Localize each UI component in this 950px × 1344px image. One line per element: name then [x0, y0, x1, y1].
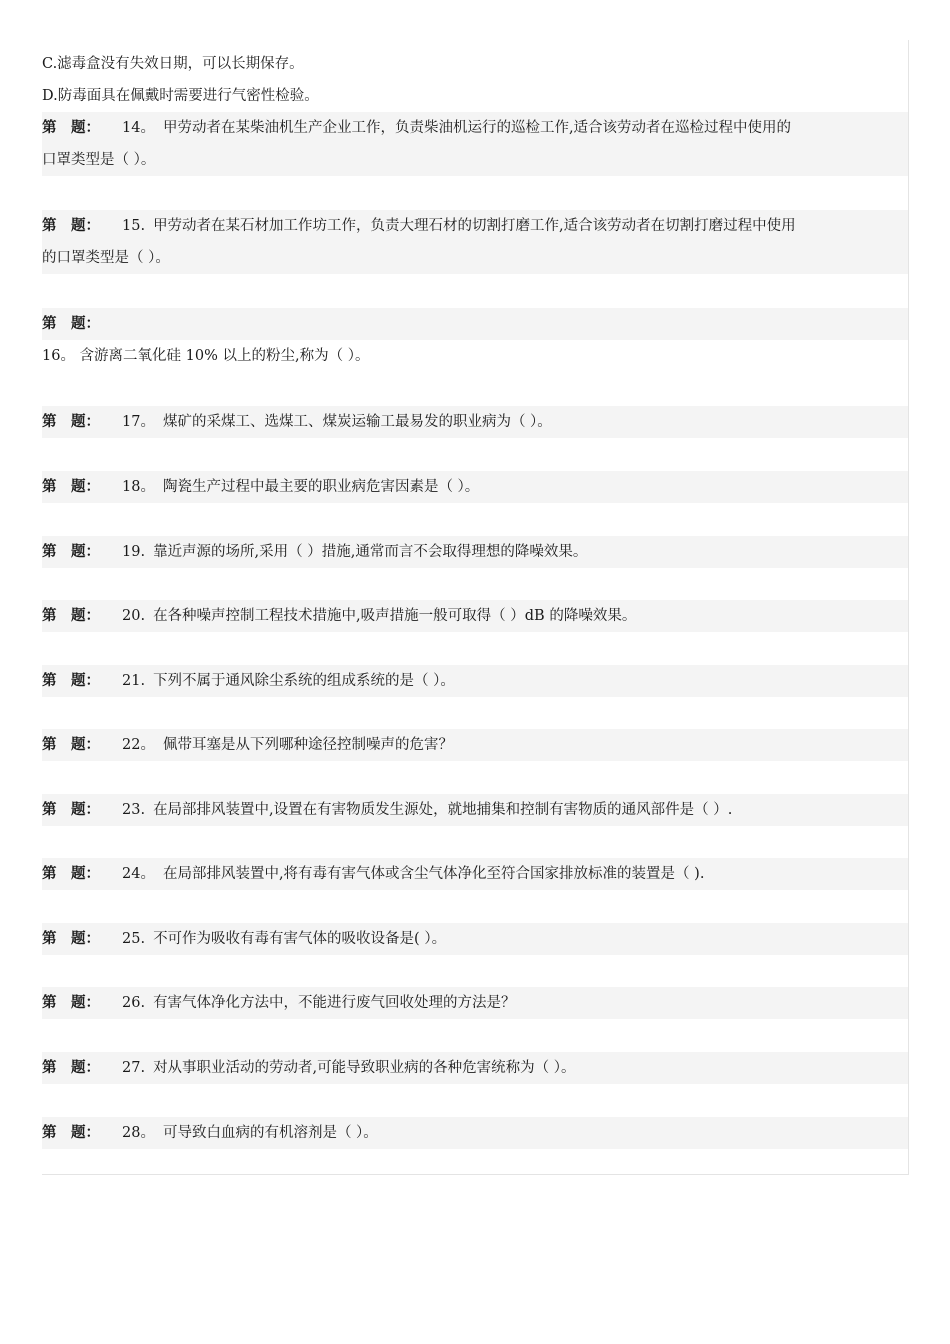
question-label: 第 题：	[42, 1125, 100, 1141]
question-text: 在各种噪声控制工程技术措施中,吸声措施一般可取得（ ）dB 的降噪效果。	[153, 608, 637, 624]
question-header	[42, 729, 908, 761]
document-page	[42, 40, 909, 1175]
text-line	[42, 48, 908, 80]
question-label: 第 题：	[42, 608, 100, 624]
question-text: 有害气体净化方法中，不能进行废气回收处理的方法是？	[153, 995, 516, 1011]
question-label: 第 题：	[42, 316, 100, 332]
question-number: 15.	[122, 218, 146, 234]
question-number: 27.	[122, 1060, 146, 1076]
question-number: 25.	[122, 931, 146, 947]
question-text: 的口罩类型是（ ）。	[42, 250, 170, 266]
question-label: 第 题：	[42, 737, 100, 753]
question-number: 18。	[122, 479, 155, 495]
question-header	[42, 471, 908, 503]
question-label: 第 题：	[42, 544, 100, 560]
question-header	[42, 665, 908, 697]
question-continuation	[42, 340, 908, 372]
question-label: 第 题：	[42, 673, 100, 689]
question-text: 不可作为吸收有毒有害气体的吸收设备是( ）。	[153, 931, 447, 947]
question-number: 20.	[122, 608, 146, 624]
question-number: 14。	[122, 120, 155, 136]
line-text: D.防毒面具在佩戴时需要进行气密性检验。	[42, 88, 319, 104]
question-header	[42, 112, 908, 144]
question-text: 16。 含游离二氧化硅 10% 以上的粉尘,称为（ ）。	[42, 348, 370, 364]
question-header	[42, 308, 908, 340]
question-label: 第 题：	[42, 802, 100, 818]
question-text: 靠近声源的场所,采用（ ）措施,通常而言不会取得理想的降噪效果。	[153, 544, 588, 560]
question-text: 甲劳动者在某石材加工作坊工作，负责大理石材的切割打磨工作,适合该劳动者在切割打磨过程中使用	[153, 218, 796, 234]
text-line	[42, 80, 908, 112]
question-text: 下列不属于通风除尘系统的组成系统的是（ ）。	[153, 673, 455, 689]
question-label: 第 题：	[42, 120, 100, 136]
question-header	[42, 210, 908, 242]
question-number: 17。	[122, 414, 155, 430]
question-header	[42, 600, 908, 632]
question-header	[42, 536, 908, 568]
question-text: 佩带耳塞是从下列哪种途径控制噪声的危害？	[162, 737, 453, 753]
question-number: 22。	[122, 737, 155, 753]
question-number: 28。	[122, 1125, 155, 1141]
question-label: 第 题：	[42, 866, 100, 882]
question-label: 第 题：	[42, 1060, 100, 1076]
question-label: 第 题：	[42, 995, 100, 1011]
question-header	[42, 858, 908, 890]
question-text: 在局部排风装置中,将有毒有害气体或含尘气体净化至符合国家排放标准的装置是（ ).	[162, 866, 705, 882]
question-header	[42, 1117, 908, 1149]
question-number: 26.	[122, 995, 146, 1011]
question-label: 第 题：	[42, 414, 100, 430]
question-header	[42, 406, 908, 438]
question-number: 21.	[122, 673, 146, 689]
question-text: 口罩类型是（ ）。	[42, 152, 156, 168]
question-header	[42, 1052, 908, 1084]
question-text: 甲劳动者在某柴油机生产企业工作，负责柴油机运行的巡检工作,适合该劳动者在巡检过程中使用的	[162, 120, 792, 136]
question-header	[42, 794, 908, 826]
question-continuation	[42, 144, 908, 176]
question-continuation	[42, 242, 908, 274]
question-text: 陶瓷生产过程中最主要的职业病危害因素是（ ）。	[162, 479, 480, 495]
question-text: 在局部排风装置中,设置在有害物质发生源处，就地捕集和控制有害物质的通风部件是（ ）.	[153, 802, 733, 818]
question-label: 第 题：	[42, 218, 100, 234]
question-number: 19.	[122, 544, 146, 560]
question-number: 24。	[122, 866, 155, 882]
question-text: 对从事职业活动的劳动者,可能导致职业病的各种危害统称为（ ）。	[153, 1060, 576, 1076]
question-header	[42, 987, 908, 1019]
question-header	[42, 923, 908, 955]
line-text: C.滤毒盒没有失效日期，可以长期保存。	[42, 56, 304, 72]
question-label: 第 题：	[42, 931, 100, 947]
question-label: 第 题：	[42, 479, 100, 495]
question-number: 23.	[122, 802, 146, 818]
question-text: 煤矿的采煤工、选煤工、煤炭运输工最易发的职业病为（ ）。	[162, 414, 552, 430]
question-text: 可导致白血病的有机溶剂是（ ）。	[162, 1125, 378, 1141]
